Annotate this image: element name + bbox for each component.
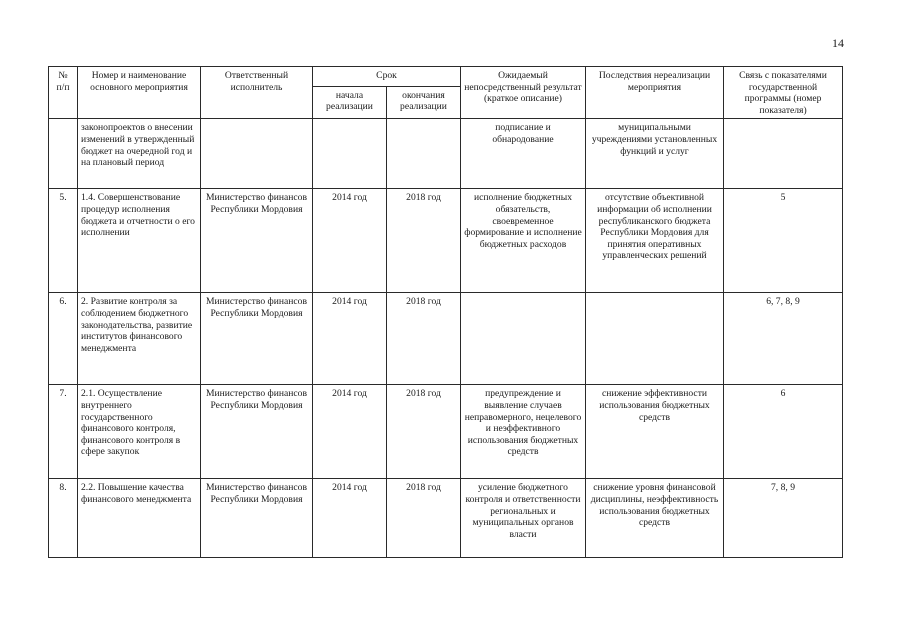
row-num bbox=[49, 119, 78, 189]
col-header-start: начала реализации bbox=[313, 86, 387, 119]
row-start: 2014 год bbox=[313, 385, 387, 479]
row-link: 7, 8, 9 bbox=[724, 479, 843, 558]
col-header-expected: Ожидаемый непосредственный результат (краткое описание) bbox=[461, 67, 586, 119]
row-expected: подписание и обнародование bbox=[461, 119, 586, 189]
row-start: 2014 год bbox=[313, 189, 387, 293]
row-responsible: Министерство финансов Республики Мордовия bbox=[201, 479, 313, 558]
row-num: 6. bbox=[49, 293, 78, 385]
table-row bbox=[49, 293, 843, 385]
row-end: 2018 год bbox=[387, 293, 461, 385]
row-responsible: Министерство финансов Республики Мордовия bbox=[201, 385, 313, 479]
col-header-num: № п/п bbox=[49, 67, 78, 119]
row-end: 2018 год bbox=[387, 479, 461, 558]
table-row bbox=[49, 479, 843, 558]
row-name: 1.4. Совершенствование процедур исполнения бюджета и отчетности о его исполнении bbox=[78, 189, 201, 293]
row-expected: усиление бюджетного контроля и ответственности региональных и муниципальных органов власти bbox=[461, 479, 586, 558]
row-end bbox=[387, 119, 461, 189]
row-consequences bbox=[586, 293, 724, 385]
col-header-responsible: Ответственный исполнитель bbox=[201, 67, 313, 119]
row-expected: исполнение бюджетных обязательств, своевременное формирование и исполнение бюджетных расходов bbox=[461, 189, 586, 293]
row-end: 2018 год bbox=[387, 385, 461, 479]
row-end: 2018 год bbox=[387, 189, 461, 293]
program-activities-table bbox=[48, 66, 843, 558]
row-name: 2. Развитие контроля за соблюдением бюджетного законодательства, развитие институтов финансового менеджмента bbox=[78, 293, 201, 385]
row-expected: предупреждение и выявление случаев неправомерного, нецелевого и неэффективного использования бюджетных средств bbox=[461, 385, 586, 479]
table-header-row bbox=[49, 67, 843, 87]
row-link: 6, 7, 8, 9 bbox=[724, 293, 843, 385]
row-name: 2.1. Осуществление внутреннего государственного финансового контроля, финансового контроля в сфере закупок bbox=[78, 385, 201, 479]
row-consequences: муниципальными учреждениями установленных функций и услуг bbox=[586, 119, 724, 189]
row-num: 7. bbox=[49, 385, 78, 479]
row-link: 6 bbox=[724, 385, 843, 479]
row-responsible: Министерство финансов Республики Мордовия bbox=[201, 189, 313, 293]
row-consequences: снижение эффективности использования бюджетных средств bbox=[586, 385, 724, 479]
col-header-consequences: Последствия нереализации мероприятия bbox=[586, 67, 724, 119]
row-name: законопроектов о внесении изменений в утвержденный бюджет на очередной год и на плановый период bbox=[78, 119, 201, 189]
row-start: 2014 год bbox=[313, 293, 387, 385]
col-header-name: Номер и наименование основного мероприятия bbox=[78, 67, 201, 119]
table-row bbox=[49, 189, 843, 293]
row-responsible bbox=[201, 119, 313, 189]
row-num: 8. bbox=[49, 479, 78, 558]
row-link bbox=[724, 119, 843, 189]
row-start: 2014 год bbox=[313, 479, 387, 558]
row-num: 5. bbox=[49, 189, 78, 293]
row-consequences: отсутствие объективной информации об исполнении республиканского бюджета Республики Мордовия для принятия оперативных управленческих решений bbox=[586, 189, 724, 293]
row-start bbox=[313, 119, 387, 189]
page-number: 14 bbox=[832, 36, 844, 50]
table-row bbox=[49, 385, 843, 479]
table-row bbox=[49, 119, 843, 189]
row-expected bbox=[461, 293, 586, 385]
col-header-term: Срок bbox=[313, 67, 461, 87]
row-name: 2.2. Повышение качества финансового менеджмента bbox=[78, 479, 201, 558]
col-header-end: окончания реализации bbox=[387, 86, 461, 119]
row-consequences: снижение уровня финансовой дисциплины, неэффективность использования бюджетных средств bbox=[586, 479, 724, 558]
col-header-link: Связь с показателями государственной программы (номер показателя) bbox=[724, 67, 843, 119]
row-responsible: Министерство финансов Республики Мордовия bbox=[201, 293, 313, 385]
row-link: 5 bbox=[724, 189, 843, 293]
